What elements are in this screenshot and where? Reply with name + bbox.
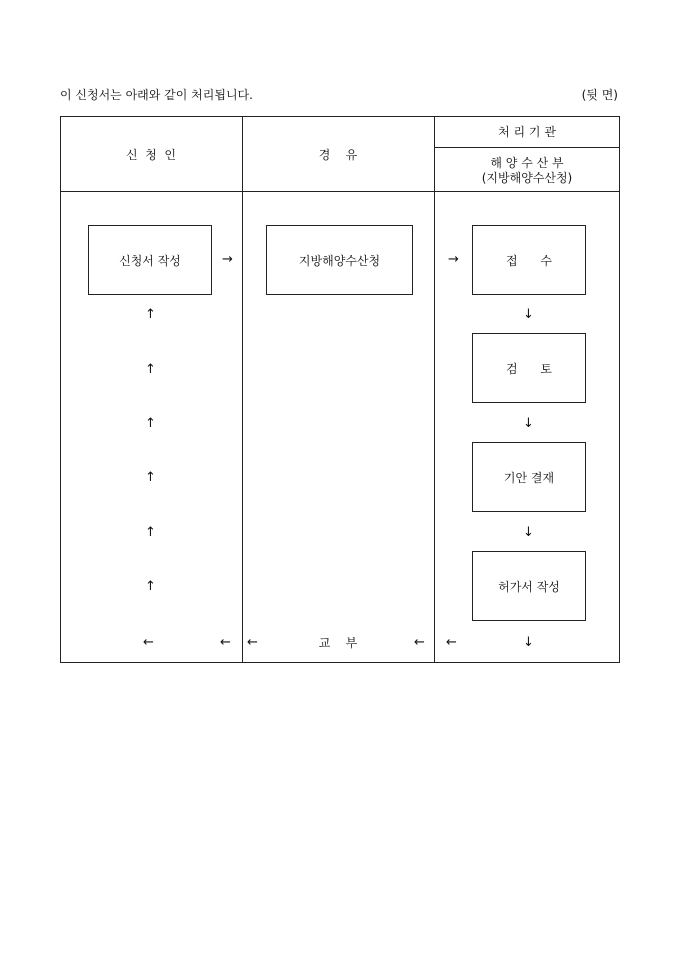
header-via: 경 유: [318, 148, 358, 162]
step-draft-approval: [472, 442, 586, 512]
step-write-application: [88, 225, 212, 295]
step-delivery: 교 부: [318, 636, 358, 650]
arrow-down-icon: ↓: [523, 635, 534, 650]
header-bottom-line: [60, 191, 620, 192]
step-label: 접 수: [505, 253, 553, 268]
step-label: 신청서 작성: [119, 253, 181, 268]
intro-text: 이 신청서는 아래와 같이 처리됩니다.: [60, 88, 253, 102]
step-label: 검 토: [505, 361, 553, 376]
arrow-left-icon: ←: [414, 635, 425, 650]
arrow-left-icon: ←: [220, 635, 231, 650]
header-processing-agency: 처 리 기 관: [498, 125, 556, 139]
arrow-up-icon: ↑: [145, 416, 156, 431]
header-divider: [434, 147, 620, 148]
step-label: 허가서 작성: [498, 579, 560, 594]
arrow-down-icon: ↓: [523, 307, 534, 322]
step-receipt: [472, 225, 586, 295]
header-ministry: 해 양 수 산 부: [490, 156, 564, 170]
arrow-up-icon: ↑: [145, 525, 156, 540]
arrow-right-icon: →: [222, 252, 233, 267]
arrow-right-icon: →: [448, 252, 459, 267]
back-side-label: (뒷 면): [581, 88, 618, 102]
arrow-down-icon: ↓: [523, 416, 534, 431]
column-divider: [434, 116, 435, 663]
arrow-up-icon: ↑: [145, 470, 156, 485]
arrow-up-icon: ↑: [145, 579, 156, 594]
arrow-left-icon: ←: [143, 635, 154, 650]
column-divider: [242, 116, 243, 663]
header-applicant: 신 청 인: [125, 148, 177, 162]
arrow-left-icon: ←: [247, 635, 258, 650]
step-label: 기안 결재: [503, 470, 555, 485]
step-review: [472, 333, 586, 403]
step-write-permit: [472, 551, 586, 621]
step-label: 지방해양수산청: [298, 253, 381, 268]
header-regional-office: (지방해양수산청): [481, 171, 573, 185]
step-regional-office: [266, 225, 413, 295]
arrow-down-icon: ↓: [523, 525, 534, 540]
arrow-up-icon: ↑: [145, 362, 156, 377]
arrow-up-icon: ↑: [145, 307, 156, 322]
arrow-left-icon: ←: [446, 635, 457, 650]
